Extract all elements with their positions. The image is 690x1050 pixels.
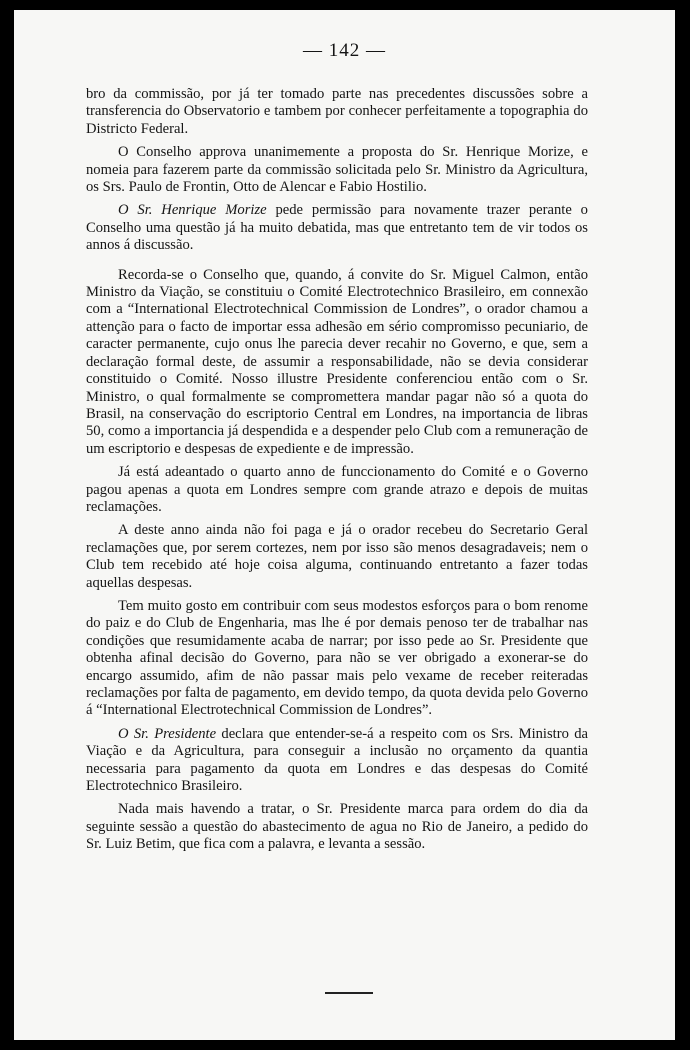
body-text — [86, 86, 588, 860]
paragraph — [86, 726, 588, 796]
paragraph — [86, 86, 588, 138]
paragraph-text: Tem muito gosto em contribuir com seus modestos esforços para o bom renome do paiz e do Club de Engenharia, mas lhe é por demais penoso ter de trabalhar nas condições que resumidamente acaba de narrar; por isso pede ao Sr. Presidente que obtenha afinal decisão do Governo, para não se ver obrigado a exonerar-se do encargo assumido, afim de não passar mais pelo vexame de receber reiteradas reclamações por falta de pagamento, em devido tempo, da quota devida pelo Governo á “International Electrotechnical Commission de Londres”. — [86, 597, 588, 719]
closing-rule — [325, 992, 373, 994]
paragraph — [86, 144, 588, 196]
paragraph — [86, 267, 588, 458]
paragraph — [86, 202, 588, 254]
paragraph — [86, 801, 588, 853]
paragraph-text: Recorda-se o Conselho que, quando, á convite do Sr. Miguel Calmon, então Ministro da Viação, se constituiu o Comité Electrotechnico Brasileiro, em connexão com a “International Electrotechnical Commission de Londres”, o orador chamou a attenção para o facto de importar essa adhesão em sério compromisso pecuniario, de caracter permanente, cujo onus lhe parecia dever recahir no Governo, e que, sem a declaração formal deste, de assumir a responsabilidade, não se devia considerar constituido o Comité. Nosso illustre Presidente conferenciou então com o Sr. Ministro, o qual formalmente se compromettera mandar pagar não só a quota do Brasil, na conservação do escriptorio Central em Londres, na importancia de libras 50, como a importancia já despendida e a despender pelo Club com a remuneração de um escriptorio e despesas de expediente e de impressão. — [86, 266, 588, 457]
paragraph-text: Nada mais havendo a tratar, o Sr. Presidente marca para ordem do dia da seguinte sessão a questão do abastecimento de agua no Rio de Janeiro, a pedido do Sr. Luiz Betim, que fica com a palavra, e levanta a sessão. — [86, 801, 588, 853]
document-page — [14, 10, 675, 1040]
speaker-name: O Sr. Henrique Morize — [118, 202, 267, 219]
paragraph — [86, 522, 588, 592]
paragraph-text: A deste anno ainda não foi paga e já o orador recebeu do Secretario Geral reclamações que, por serem cortezes, nem por isso são menos desagradaveis; nem o Club tem recebido até hoje coisa alguma, continuando entretanto a fazer todas aquellas despesas. — [86, 522, 588, 591]
speaker-name: O Sr. Presidente — [118, 725, 217, 742]
paragraph-text: pede permissão para novamente trazer perante o Conselho uma questão já ha muito debatida, mas que entretanto tem de vir todos os annos á discussão. — [86, 202, 588, 254]
paragraph — [86, 598, 588, 720]
paragraph-text: O Conselho approva unanimemente a proposta do Sr. Henrique Morize, e nomeia para fazerem parte da commissão solicitada pelo Sr. Ministro da Agricultura, os Srs. Paulo de Frontin, Otto de Alencar e Fabio Hostilio. — [86, 144, 588, 196]
page-number: — 142 — — [303, 40, 386, 61]
paragraph — [86, 464, 588, 516]
paragraph-text: declara que entender-se-á a respeito com os Srs. Ministro da Viação e da Agricultura, para conseguir a inclusão no orçamento da quantia necessaria para pagamento da quota em Londres e das despesas do Comité Electrotechnico Brasileiro. — [86, 725, 588, 795]
paragraph-text: bro da commissão, por já ter tomado parte nas precedentes discussões sobre a transferencia do Observatorio e tambem por conhecer perfeitamente a topographia do Districto Federal. — [86, 86, 588, 137]
paragraph-text: Já está adeantado o quarto anno de funccionamento do Comité e o Governo pagou apenas a quota em Londres sempre com grande atrazo e depois de muitas reclamações. — [86, 464, 588, 515]
